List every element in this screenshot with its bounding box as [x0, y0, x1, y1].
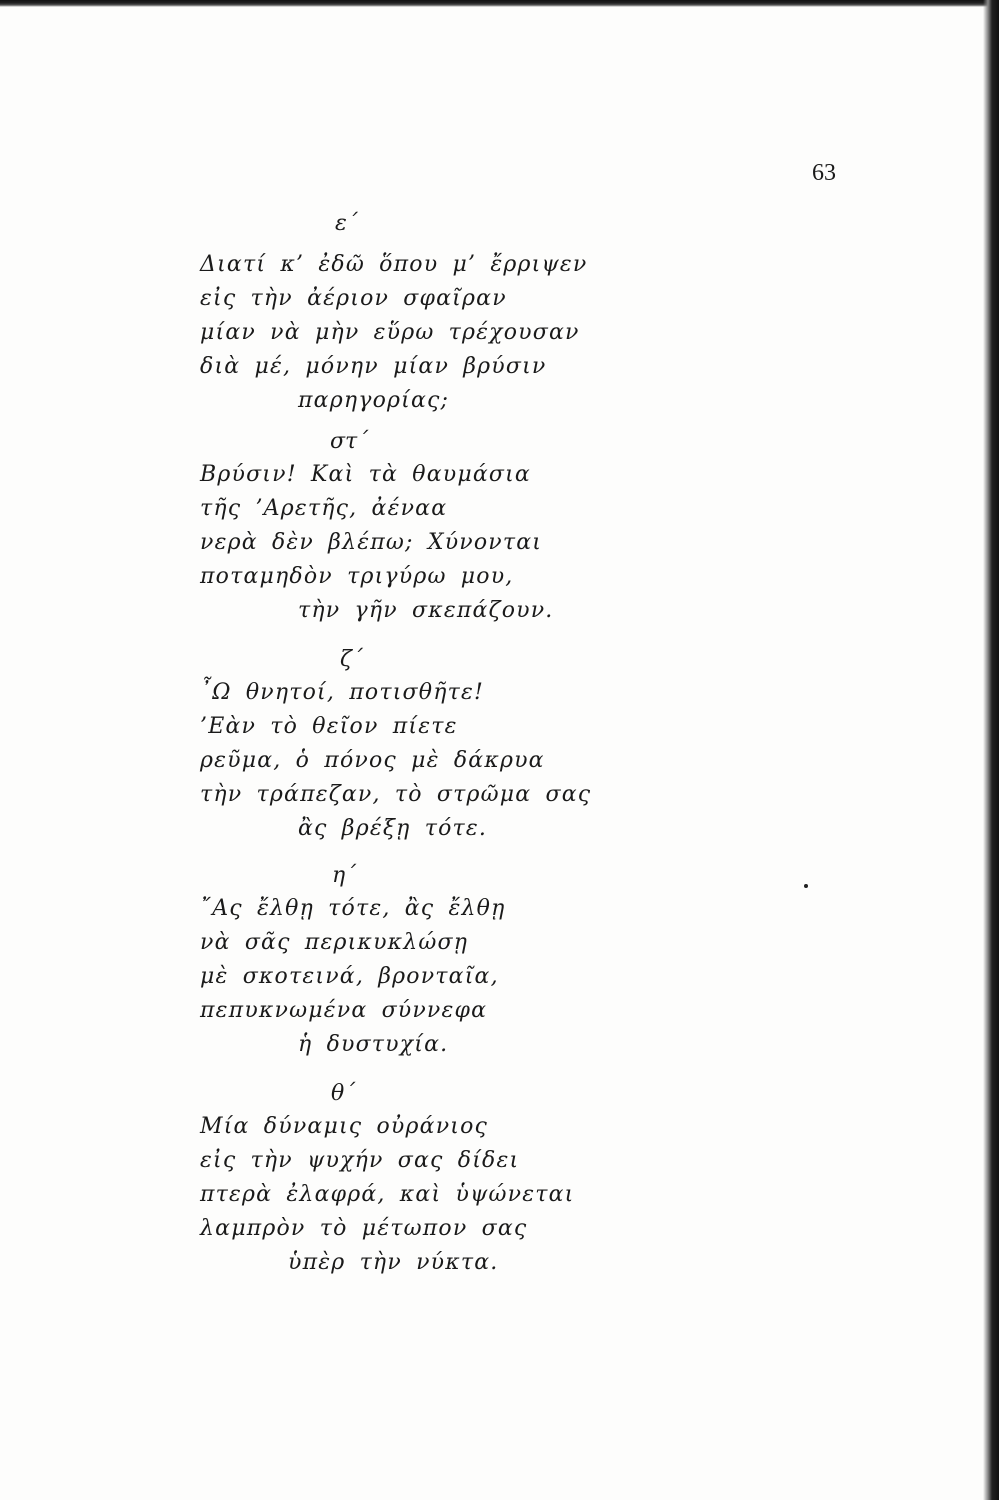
poem-line: μίαν νὰ μὴν εὕρω τρέχουσαν: [200, 320, 580, 345]
poem-line: παρηγορίας;: [298, 388, 450, 413]
poem-line: πτερὰ ἐλαφρά, καὶ ὑψώνεται: [200, 1182, 575, 1207]
scan-edge-right: [983, 0, 999, 1500]
poem-line: Βρύσιν! Καὶ τὰ θαυμάσια: [200, 462, 531, 487]
poem-line: πεπυκνωμένα σύννεφα: [200, 998, 488, 1023]
page-number: 63: [812, 160, 836, 186]
poem-line: μὲ σκοτεινά, βρονταῖα,: [200, 964, 499, 989]
stanza-numeral: ε΄: [335, 211, 358, 236]
poem-line: Μία δύναμις οὐράνιος: [200, 1114, 489, 1139]
poem-line: ’Εὰν τὸ θεῖον πίετε: [200, 714, 458, 739]
poem-line: ῏Ω θνητοί, ποτισθῆτε!: [200, 680, 485, 705]
stanza-numeral: στ΄: [330, 429, 369, 454]
poem-line: τῆς ’Αρετῆς, ἀέναα: [200, 496, 448, 521]
poem-line: εἰς τὴν ψυχήν σας δίδει: [200, 1148, 520, 1173]
scan-edge-top: [0, 0, 999, 7]
poem-line: ρεῦμα, ὁ πόνος μὲ δάκρυα: [200, 748, 545, 773]
poem-line: νερὰ δὲν βλέπω; Χύνονται: [200, 530, 543, 555]
poem-line: διὰ μέ, μόνην μίαν βρύσιν: [200, 354, 547, 379]
poem-line: τὴν τράπεζαν, τὸ στρῶμα σας: [200, 782, 592, 807]
poem-line: λαμπρὸν τὸ μέτωπον σας: [200, 1216, 528, 1241]
scan-speck: [804, 884, 808, 888]
poem-line: ἂς βρέξῃ τότε.: [298, 816, 488, 841]
poem-line: Διατί κ’ ἐδῶ ὅπου μ’ ἔρριψεν: [200, 252, 588, 277]
poem-line: ἡ δυστυχία.: [298, 1032, 449, 1057]
poem-line: ποταμηδὸν τριγύρω μου,: [200, 564, 514, 589]
poem-line: νὰ σᾶς περικυκλώσῃ: [200, 930, 469, 955]
poem-line: τὴν γῆν σκεπάζουν.: [298, 598, 554, 623]
stanza-numeral: ζ΄: [340, 647, 363, 672]
stanza-numeral: θ΄: [331, 1081, 356, 1106]
stanza-numeral: η΄: [332, 863, 357, 888]
poem-line: ὑπὲρ τὴν νύκτα.: [288, 1250, 499, 1275]
poem-line: εἰς τὴν ἀέριον σφαῖραν: [200, 286, 507, 311]
poem-line: ῎Ας ἔλθῃ τότε, ἂς ἔλθῃ: [200, 896, 506, 921]
